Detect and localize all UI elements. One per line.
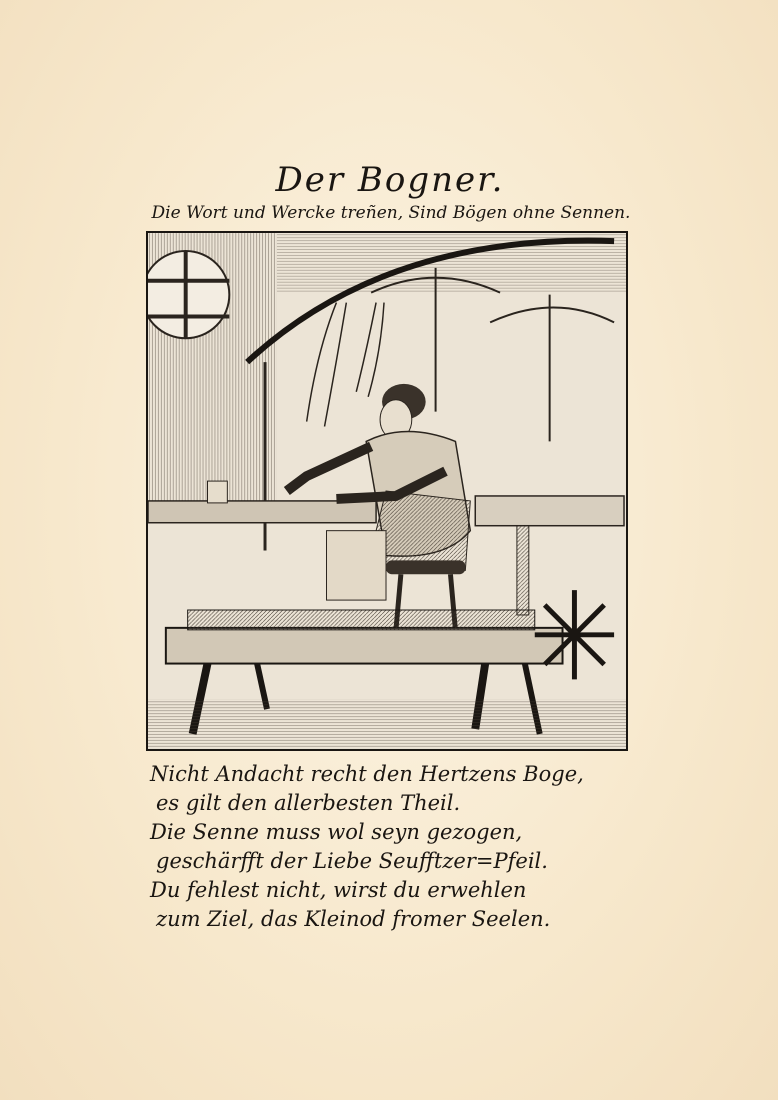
verse-line: Du fehlest nicht, wirst du erwehlen xyxy=(150,878,527,902)
verse-line: zum Ziel, das Kleinod fromer Seelen. xyxy=(156,907,551,931)
page-subtitle: Die Wort und Wercke treñen, Sind Bögen ohne Sennen. xyxy=(151,203,631,223)
verse-line: Die Senne muss wol seyn gezogen, xyxy=(150,820,523,844)
spoked-wheel xyxy=(535,590,614,679)
round-window xyxy=(148,251,229,338)
verse-line: es gilt den allerbesten Theil. xyxy=(156,791,461,815)
verse-line: Nicht Andacht recht den Hertzens Boge, xyxy=(150,762,584,786)
verse-line: geschärfft der Liebe Seufftzer=Pfeil. xyxy=(156,849,548,873)
page-title: Der Bogner. xyxy=(275,160,505,200)
verse-block xyxy=(150,760,630,934)
engraving-plate xyxy=(146,231,628,751)
bowyer-workshop-illustration xyxy=(148,233,626,749)
